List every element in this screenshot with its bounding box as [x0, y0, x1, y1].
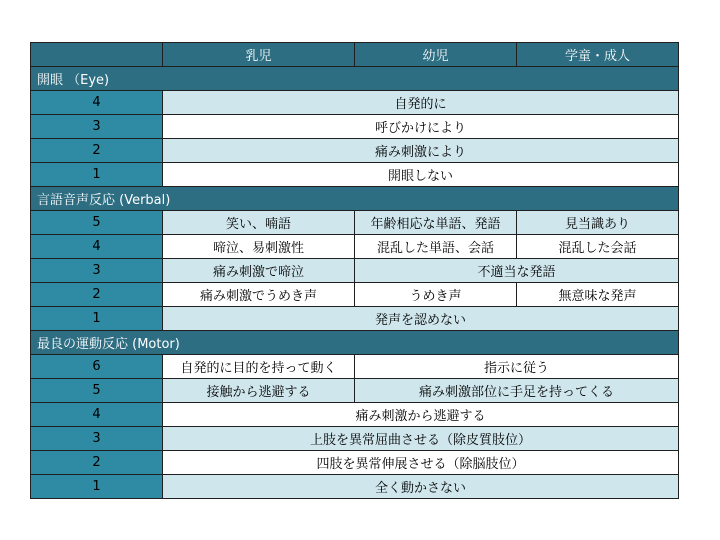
infant-cell: 啼泣、易刺激性 — [163, 235, 355, 259]
response-cell: 自発的に — [163, 91, 679, 115]
section-motor — [31, 331, 679, 355]
all-ages-cell: 全く動かさない — [163, 475, 679, 499]
score-cell: 4 — [31, 403, 163, 427]
response-cell: 呼びかけにより — [163, 115, 679, 139]
infant-cell: 接触から逃避する — [163, 379, 355, 403]
header-toddler: 幼児 — [355, 43, 517, 67]
score-cell: 4 — [31, 235, 163, 259]
table-row — [31, 235, 679, 259]
section-verbal — [31, 187, 679, 211]
table-row — [31, 451, 679, 475]
adult-cell: 無意味な発声 — [517, 283, 679, 307]
response-cell: 痛み刺激により — [163, 139, 679, 163]
table-row — [31, 259, 679, 283]
infant-cell: 笑い、喃語 — [163, 211, 355, 235]
score-cell: 6 — [31, 355, 163, 379]
section-eye — [31, 67, 679, 91]
score-cell: 5 — [31, 211, 163, 235]
older-cell: 痛み刺激部位に手足を持ってくる — [355, 379, 679, 403]
all-ages-cell: 四肢を異常伸展させる（除脳肢位） — [163, 451, 679, 475]
table-header-row — [31, 43, 679, 67]
infant-cell: 痛み刺激で啼泣 — [163, 259, 355, 283]
table-row — [31, 283, 679, 307]
toddler-cell: 混乱した単語、会話 — [355, 235, 517, 259]
score-cell: 2 — [31, 451, 163, 475]
table-row — [31, 379, 679, 403]
adult-cell: 見当識あり — [517, 211, 679, 235]
table-row — [31, 427, 679, 451]
older-cell: 不適当な発語 — [355, 259, 679, 283]
table-row — [31, 91, 679, 115]
table-row — [31, 475, 679, 499]
older-cell: 指示に従う — [355, 355, 679, 379]
infant-cell: 痛み刺激でうめき声 — [163, 283, 355, 307]
table-row — [31, 139, 679, 163]
table-row — [31, 403, 679, 427]
section-title: 最良の運動反応 (Motor) — [31, 331, 679, 355]
section-title: 言語音声反応 (Verbal) — [31, 187, 679, 211]
all-ages-cell: 上肢を異常屈曲させる（除皮質肢位） — [163, 427, 679, 451]
adult-cell: 混乱した会話 — [517, 235, 679, 259]
header-adult: 学童・成人 — [517, 43, 679, 67]
table-row — [31, 211, 679, 235]
infant-cell: 自発的に目的を持って動く — [163, 355, 355, 379]
table-row — [31, 163, 679, 187]
score-cell: 4 — [31, 91, 163, 115]
score-cell: 3 — [31, 259, 163, 283]
score-cell: 1 — [31, 163, 163, 187]
table-row — [31, 355, 679, 379]
table-row — [31, 115, 679, 139]
score-cell: 2 — [31, 139, 163, 163]
header-blank — [31, 43, 163, 67]
toddler-cell: うめき声 — [355, 283, 517, 307]
response-cell: 開眼しない — [163, 163, 679, 187]
section-title: 開眼 （Eye) — [31, 67, 679, 91]
all-ages-cell: 痛み刺激から逃避する — [163, 403, 679, 427]
score-cell: 1 — [31, 307, 163, 331]
score-cell: 3 — [31, 115, 163, 139]
all-ages-cell: 発声を認めない — [163, 307, 679, 331]
score-cell: 1 — [31, 475, 163, 499]
score-cell: 5 — [31, 379, 163, 403]
score-cell: 2 — [31, 283, 163, 307]
table-row — [31, 307, 679, 331]
score-cell: 3 — [31, 427, 163, 451]
header-infant: 乳児 — [163, 43, 355, 67]
gcs-table — [30, 42, 679, 499]
toddler-cell: 年齢相応な単語、発語 — [355, 211, 517, 235]
